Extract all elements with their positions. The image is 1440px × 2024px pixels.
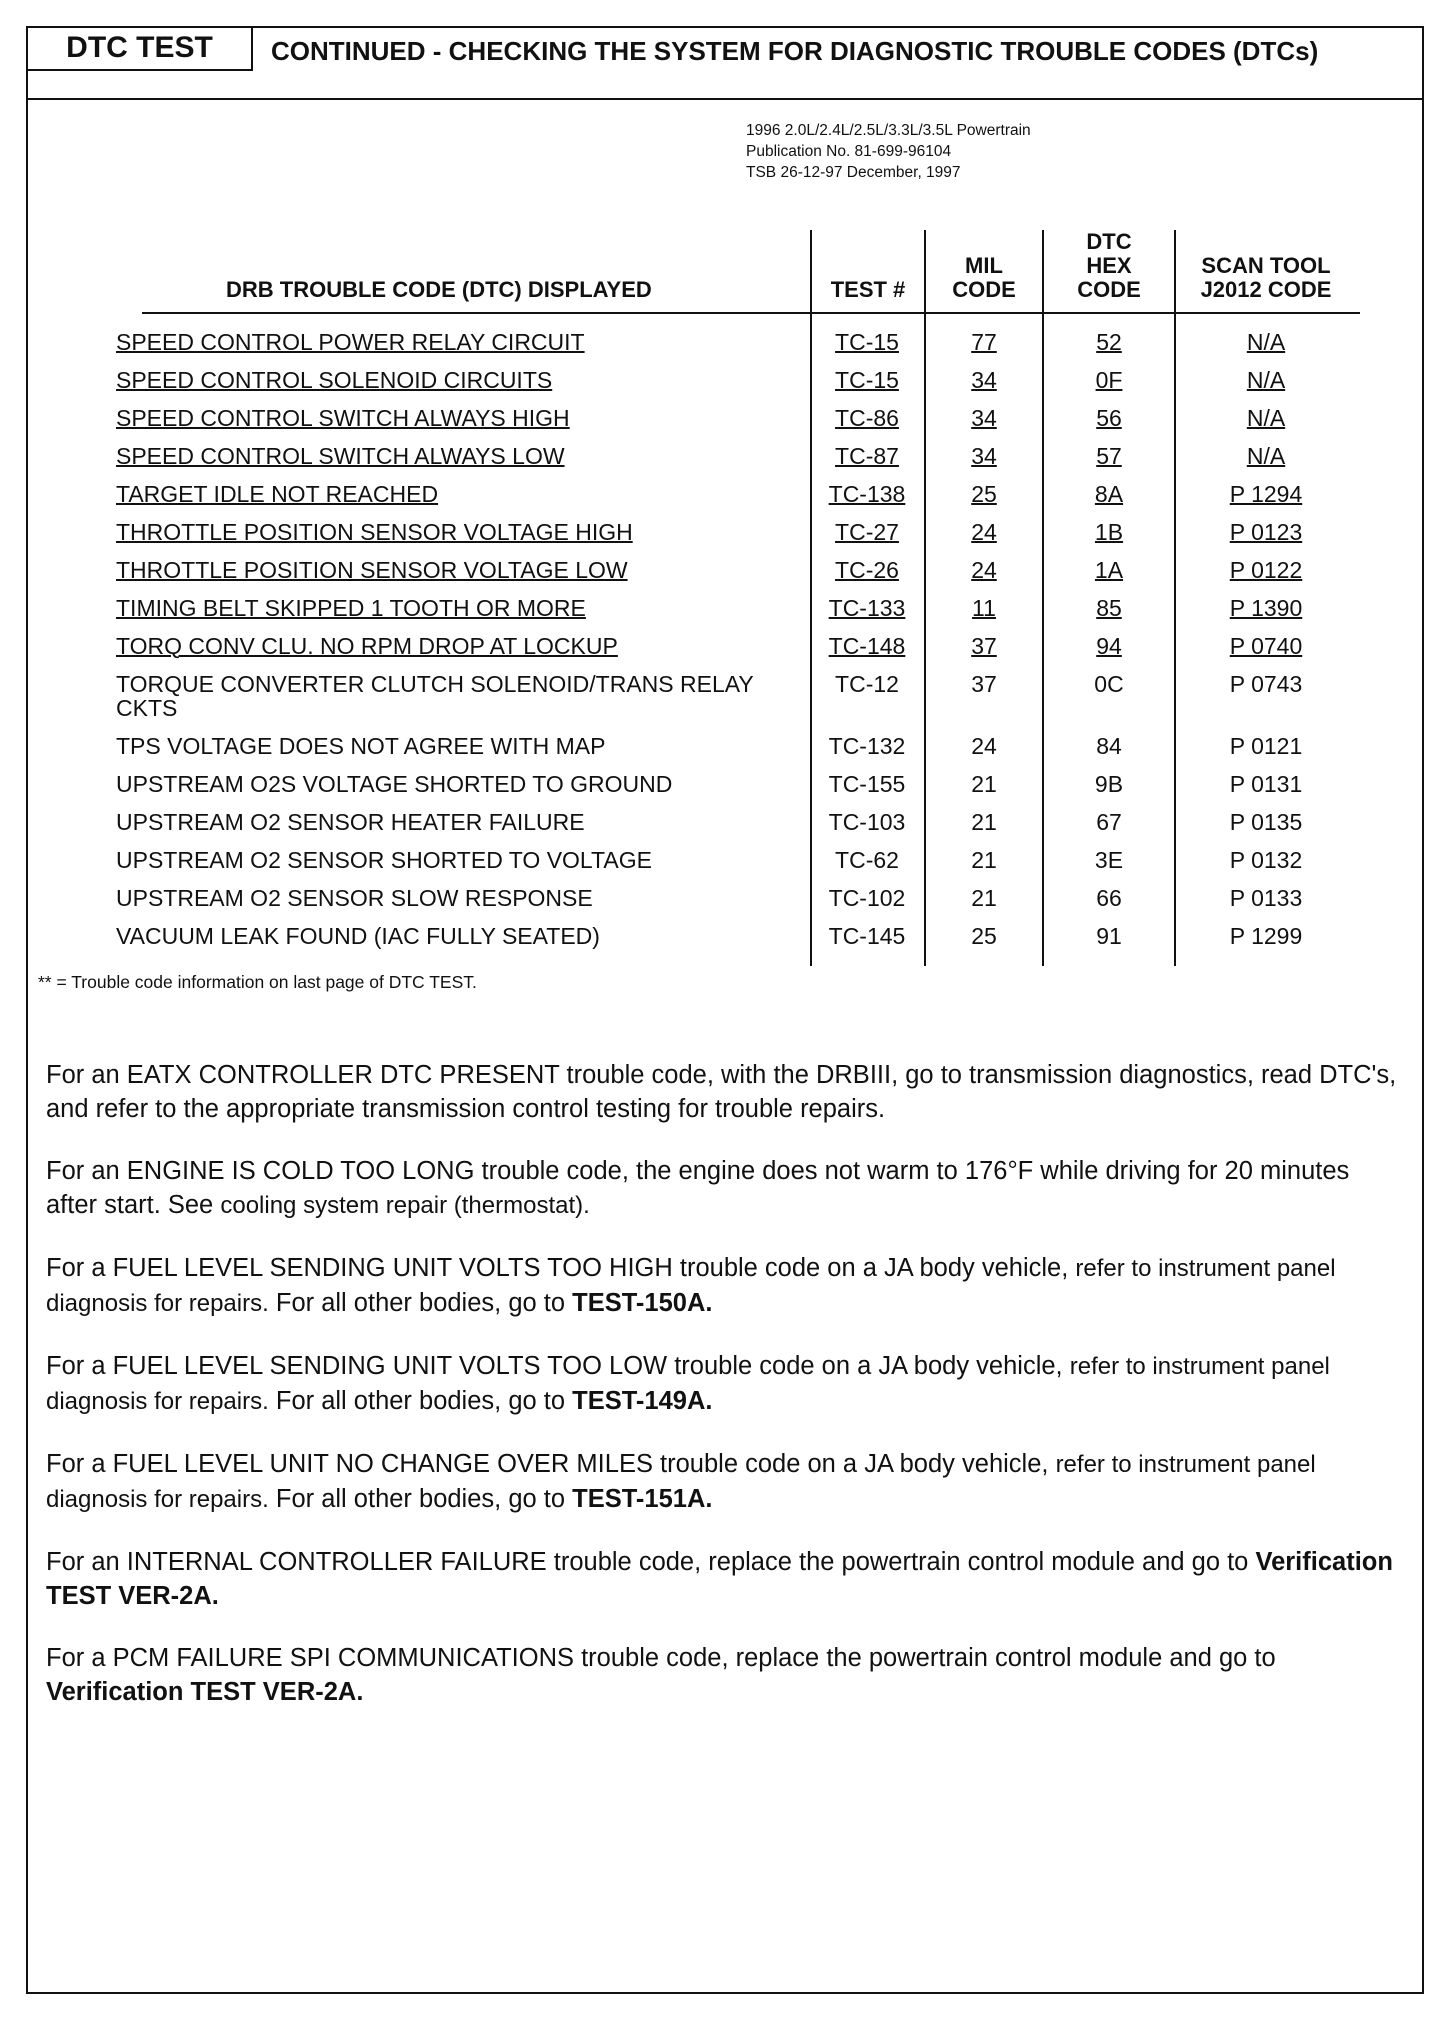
instruction-paragraph bbox=[46, 1641, 1406, 1709]
test-reference: Verification TEST VER-2A. bbox=[46, 1678, 364, 1706]
instructions bbox=[46, 1058, 1406, 1737]
document-page bbox=[26, 26, 1424, 1994]
row-scan: P 0135 bbox=[1229, 809, 1303, 835]
row-scan: N/A bbox=[1246, 443, 1286, 469]
paragraph-text: For an EATX CONTROLLER DTC PRESENT trouble code, with the DRBIII, go to transmission diagnostics, read DTC's, and refer to the appropriate transmission control testing for trouble repairs. bbox=[46, 1061, 1397, 1123]
instruction-paragraph bbox=[46, 1058, 1406, 1126]
header-mil-line: MIL bbox=[965, 253, 1003, 278]
row-test: TC-145 bbox=[828, 923, 906, 949]
row-scan: P 0133 bbox=[1229, 885, 1303, 911]
row-test: TC-148 bbox=[828, 633, 906, 659]
instruction-paragraph bbox=[46, 1447, 1406, 1517]
row-desc: SPEED CONTROL SOLENOID CIRCUITS bbox=[116, 367, 553, 393]
paragraph-text: For a FUEL LEVEL SENDING UNIT VOLTS TOO HIGH trouble code on a JA body vehicle, bbox=[46, 1254, 1069, 1282]
row-hex: 91 bbox=[1096, 923, 1122, 949]
row-desc: UPSTREAM O2S VOLTAGE SHORTED TO GROUND bbox=[116, 771, 673, 797]
row-test: TC-15 bbox=[835, 367, 899, 393]
header-mil-line: CODE bbox=[952, 277, 1016, 302]
header-hex bbox=[1044, 230, 1174, 302]
row-hex: 9B bbox=[1094, 771, 1124, 797]
row-scan: N/A bbox=[1246, 367, 1286, 393]
page-header bbox=[28, 28, 1422, 100]
row-scan: P 0122 bbox=[1229, 557, 1303, 583]
header-hex-line: CODE bbox=[1077, 277, 1141, 302]
row-mil: 34 bbox=[971, 367, 997, 393]
row-scan: P 0132 bbox=[1229, 847, 1303, 873]
publication-line: Publication No. 81-699-96104 bbox=[746, 143, 952, 160]
header-desc: DRB TROUBLE CODE (DTC) DISPLAYED bbox=[226, 277, 652, 302]
row-test: TC-26 bbox=[835, 557, 899, 583]
publication-line: 1996 2.0L/2.4L/2.5L/3.3L/3.5L Powertrain bbox=[746, 122, 1031, 139]
test-reference: Verification TEST VER-2A. bbox=[46, 1548, 1393, 1610]
row-hex: 56 bbox=[1096, 405, 1122, 431]
row-test: TC-132 bbox=[828, 733, 906, 759]
row-mil: 37 bbox=[971, 633, 997, 659]
row-desc: TIMING BELT SKIPPED 1 TOOTH OR MORE bbox=[116, 595, 586, 621]
paragraph-text: For all other bodies, go to bbox=[275, 1289, 566, 1317]
row-mil: 37 bbox=[971, 671, 997, 697]
row-hex: 1A bbox=[1094, 557, 1124, 583]
paragraph-reference: cooling system repair (thermostat). bbox=[220, 1192, 590, 1219]
table-row bbox=[116, 672, 1364, 720]
row-desc: THROTTLE POSITION SENSOR VOLTAGE HIGH bbox=[116, 519, 633, 545]
header-test: TEST # bbox=[830, 277, 906, 302]
row-hex: 67 bbox=[1096, 809, 1122, 835]
row-mil: 11 bbox=[972, 595, 996, 621]
dtc-test-tab: DTC TEST bbox=[28, 28, 253, 71]
row-mil: 21 bbox=[971, 809, 997, 835]
row-test: TC-133 bbox=[828, 595, 906, 621]
row-scan: P 0740 bbox=[1229, 633, 1303, 659]
row-test: TC-27 bbox=[835, 519, 899, 545]
paragraph-reference: refer to instrument panel diagnosis for repairs. bbox=[46, 1255, 1336, 1317]
row-hex: 66 bbox=[1096, 885, 1122, 911]
row-scan: N/A bbox=[1246, 405, 1286, 431]
paragraph-text: For an INTERNAL CONTROLLER FAILURE trouble code, replace the powertrain control module and go to bbox=[46, 1548, 1249, 1576]
row-hex: 94 bbox=[1096, 633, 1122, 659]
row-scan: P 1294 bbox=[1229, 481, 1303, 507]
row-scan: P 0131 bbox=[1229, 771, 1303, 797]
row-hex: 85 bbox=[1096, 595, 1122, 621]
row-hex: 0C bbox=[1094, 671, 1124, 697]
paragraph-reference: refer to instrument panel diagnosis for repairs. bbox=[46, 1353, 1330, 1415]
row-desc: TORQ CONV CLU. NO RPM DROP AT LOCKUP bbox=[116, 633, 618, 659]
row-desc: SPEED CONTROL SWITCH ALWAYS HIGH bbox=[116, 405, 570, 431]
instruction-paragraph bbox=[46, 1545, 1406, 1613]
header-scan-line: J2012 CODE bbox=[1200, 277, 1332, 302]
row-desc: VACUUM LEAK FOUND (IAC FULLY SEATED) bbox=[116, 923, 600, 949]
publication-info bbox=[746, 120, 1031, 183]
row-test: TC-103 bbox=[828, 809, 906, 835]
row-hex: 0F bbox=[1095, 367, 1123, 393]
row-mil: 21 bbox=[971, 885, 997, 911]
row-desc: UPSTREAM O2 SENSOR SHORTED TO VOLTAGE bbox=[116, 847, 652, 873]
row-mil: 34 bbox=[971, 405, 997, 431]
row-mil: 77 bbox=[971, 329, 997, 355]
row-desc: TORQUE CONVERTER CLUTCH SOLENOID/TRANS RELAY CKTS bbox=[116, 671, 754, 721]
row-scan: N/A bbox=[1246, 329, 1286, 355]
paragraph-text: For all other bodies, go to bbox=[275, 1485, 566, 1513]
header-scan bbox=[1176, 254, 1356, 302]
row-desc: TARGET IDLE NOT REACHED bbox=[116, 481, 439, 507]
row-mil: 24 bbox=[971, 557, 997, 583]
row-scan: P 1390 bbox=[1229, 595, 1303, 621]
header-hex-line: HEX bbox=[1086, 253, 1132, 278]
paragraph-text: For all other bodies, go to bbox=[275, 1387, 566, 1415]
row-test: TC-138 bbox=[828, 481, 906, 507]
row-mil: 34 bbox=[971, 443, 997, 469]
row-test: TC-86 bbox=[835, 405, 899, 431]
row-test: TC-155 bbox=[828, 771, 906, 797]
row-desc: UPSTREAM O2 SENSOR SLOW RESPONSE bbox=[116, 885, 593, 911]
header-rule bbox=[142, 312, 1360, 314]
row-scan: P 1299 bbox=[1229, 923, 1303, 949]
row-test: TC-15 bbox=[835, 329, 899, 355]
publication-line: TSB 26-12-97 December, 1997 bbox=[746, 164, 961, 181]
row-hex: 84 bbox=[1096, 733, 1122, 759]
test-reference: TEST-150A. bbox=[572, 1289, 713, 1317]
header-scan-line: SCAN TOOL bbox=[1201, 253, 1331, 278]
test-reference: TEST-151A. bbox=[572, 1485, 713, 1513]
footnote: ** = Trouble code information on last page of DTC TEST. bbox=[38, 972, 477, 992]
row-desc: SPEED CONTROL POWER RELAY CIRCUIT bbox=[116, 329, 585, 355]
paragraph-text: For a PCM FAILURE SPI COMMUNICATIONS trouble code, replace the powertrain control module and go to bbox=[46, 1644, 1276, 1672]
row-mil: 21 bbox=[971, 771, 997, 797]
row-desc: SPEED CONTROL SWITCH ALWAYS LOW bbox=[116, 443, 565, 469]
row-hex: 8A bbox=[1094, 481, 1124, 507]
row-hex: 57 bbox=[1096, 443, 1122, 469]
row-scan: P 0123 bbox=[1229, 519, 1303, 545]
header-mil bbox=[926, 254, 1042, 302]
instruction-paragraph bbox=[46, 1349, 1406, 1419]
row-hex: 52 bbox=[1096, 329, 1122, 355]
instruction-paragraph bbox=[46, 1251, 1406, 1321]
row-mil: 24 bbox=[971, 733, 997, 759]
row-desc: TPS VOLTAGE DOES NOT AGREE WITH MAP bbox=[116, 733, 606, 759]
row-desc: THROTTLE POSITION SENSOR VOLTAGE LOW bbox=[116, 557, 628, 583]
paragraph-reference: refer to instrument panel diagnosis for repairs. bbox=[46, 1451, 1316, 1513]
test-reference: TEST-149A. bbox=[572, 1387, 713, 1415]
paragraph-text: For a FUEL LEVEL SENDING UNIT VOLTS TOO LOW trouble code on a JA body vehicle, bbox=[46, 1352, 1063, 1380]
row-hex: 3E bbox=[1094, 847, 1124, 873]
row-hex: 1B bbox=[1094, 519, 1124, 545]
row-scan: P 0743 bbox=[1229, 671, 1303, 697]
row-test: TC-102 bbox=[828, 885, 906, 911]
header-hex-line: DTC bbox=[1086, 229, 1132, 254]
row-test: TC-62 bbox=[835, 847, 899, 873]
row-mil: 25 bbox=[971, 481, 997, 507]
row-desc: UPSTREAM O2 SENSOR HEATER FAILURE bbox=[116, 809, 585, 835]
row-scan: P 0121 bbox=[1229, 733, 1303, 759]
row-test: TC-12 bbox=[835, 671, 899, 697]
row-mil: 24 bbox=[971, 519, 997, 545]
page-title: CONTINUED - CHECKING THE SYSTEM FOR DIAGNOSTIC TROUBLE CODES (DTCs) bbox=[271, 36, 1319, 66]
dtc-table bbox=[116, 200, 1364, 978]
row-test: TC-87 bbox=[835, 443, 899, 469]
instruction-paragraph bbox=[46, 1154, 1406, 1223]
paragraph-text: For an ENGINE IS COLD TOO LONG trouble code, the engine does not warm to 176°F while driving for 20 minutes after start. See bbox=[46, 1157, 1350, 1219]
row-mil: 21 bbox=[971, 847, 997, 873]
row-mil: 25 bbox=[971, 923, 997, 949]
paragraph-text: For a FUEL LEVEL UNIT NO CHANGE OVER MILES trouble code on a JA body vehicle, bbox=[46, 1450, 1049, 1478]
